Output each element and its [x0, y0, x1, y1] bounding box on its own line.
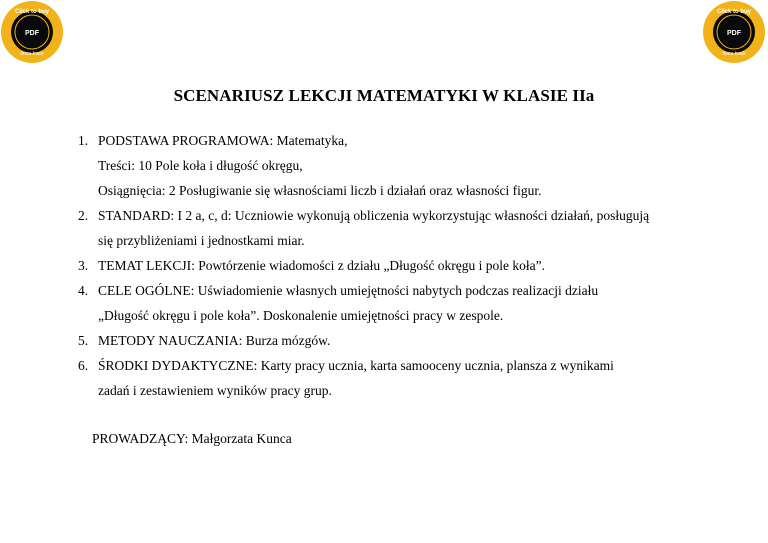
svg-text:Click to buy: Click to buy: [14, 9, 50, 15]
item-number: 3.: [78, 258, 89, 273]
item-line: METODY NAUCZANIA: Burza mózgów.: [98, 333, 331, 348]
list-item: [78, 353, 738, 403]
item-line: się przybliżeniami i jednostkami miar.: [98, 233, 305, 248]
svg-text:docu-track: docu-track: [20, 51, 44, 57]
item-number: 1.: [78, 133, 89, 148]
item-line: STANDARD: I 2 a, c, d: Uczniowie wykonują obliczenia wykorzystując własności działań, posługują: [98, 208, 650, 223]
list-item: [78, 278, 738, 328]
pdf-xchange-logo-icon: [702, 0, 766, 64]
item-number: 5.: [78, 333, 89, 348]
item-line: TEMAT LEKCJI: Powtórzenie wiadomości z działu „Długość okręgu i pole koła”.: [98, 258, 546, 273]
list-item: [78, 253, 738, 278]
svg-text:PDF: PDF: [727, 30, 741, 37]
item-line: CELE OGÓLNE: Uświadomienie własnych umiejętności nabytych podczas realizacji działu: [98, 283, 599, 298]
item-line: „Długość okręgu i pole koła”. Doskonalenie umiejętności pracy w zespole.: [98, 308, 504, 323]
svg-text:PDF: PDF: [25, 30, 39, 37]
item-number: 2.: [78, 208, 89, 223]
list-item: [78, 128, 738, 203]
svg-text:Click to buy: Click to buy: [716, 9, 752, 15]
pdf-xchange-logo-icon: [0, 0, 64, 64]
svg-text:docu-track: docu-track: [722, 51, 746, 57]
item-line: Treści: 10 Pole koła i długość okręgu,: [98, 158, 303, 173]
lesson-plan-list: [78, 128, 738, 403]
lesson-author: PROWADZĄCY: Małgorzata Kunca: [92, 431, 292, 446]
list-item: [78, 328, 738, 353]
item-line: zadań i zestawieniem wyników pracy grup.: [98, 383, 332, 398]
item-number: 4.: [78, 283, 89, 298]
item-line: Osiągnięcia: 2 Posługiwanie się własnościami liczb i działań oraz własności figur.: [98, 183, 542, 198]
item-line: ŚRODKI DYDAKTYCZNE: Karty pracy ucznia, karta samooceny ucznia, plansza z wynikami: [98, 358, 614, 373]
pdf-xchange-badge-left[interactable]: [0, 0, 64, 64]
document-title: SCENARIUSZ LEKCJI MATEMATYKI W KLASIE IIa: [173, 86, 595, 105]
pdf-xchange-badge-right[interactable]: [702, 0, 766, 64]
item-line: PODSTAWA PROGRAMOWA: Matematyka,: [98, 133, 348, 148]
list-item: [78, 203, 738, 253]
item-number: 6.: [78, 358, 89, 373]
